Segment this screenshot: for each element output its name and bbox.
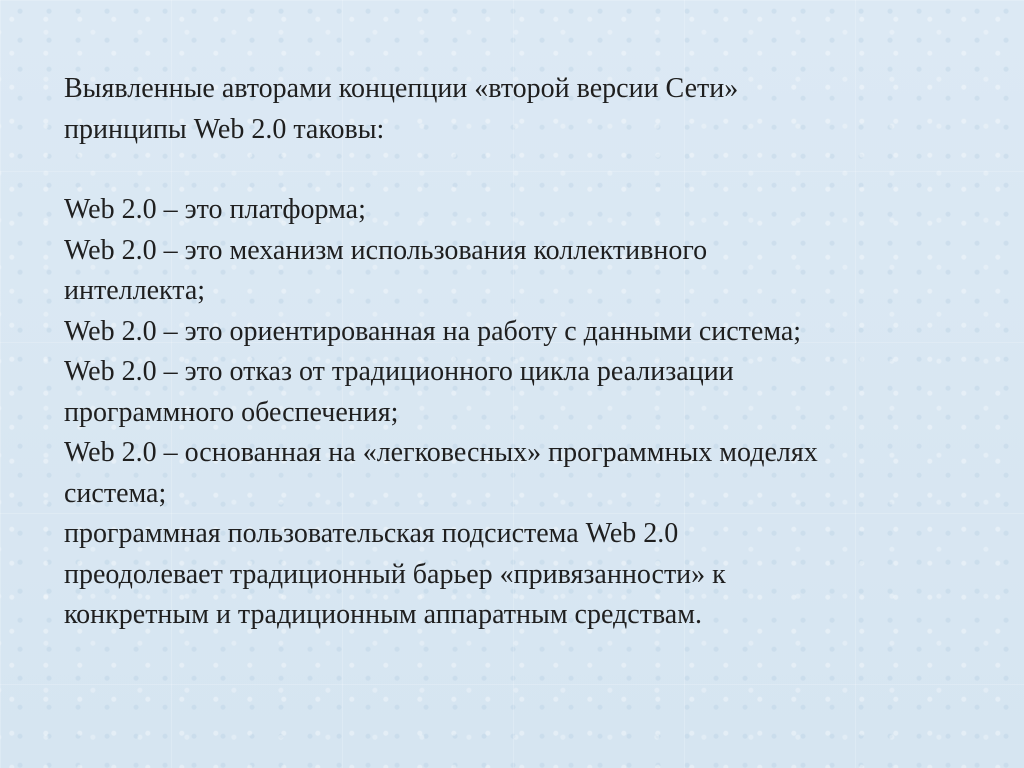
intro-paragraph [64,69,994,150]
principle-line: программного обеспечения; [64,396,399,428]
principle-line: программная пользовательская подсистема Web 2.0 [64,518,679,549]
principle-line: преодолевает традиционный барьер «привязанности» к [64,558,726,590]
intro-line: Выявленные авторами концепции «второй версии Сети» [64,73,739,104]
principle-line: Web 2.0 – это отказ от традиционного цикла реализации [64,356,734,387]
principle-line: Web 2.0 – это ориентированная на работу с данными система; [64,315,802,347]
principle-line: Web 2.0 – это платформа; [64,194,366,225]
intro-line: принципы Web 2.0 таковы: [64,113,385,145]
principle-line: конкретным и традиционным аппаратным средствам. [64,599,702,630]
principle-line: Web 2.0 – основанная на «легковесных» программных моделях [64,437,818,468]
slide-text-block [64,69,994,636]
principle-line: интеллекта; [64,275,206,306]
principle-line: Web 2.0 – это механизм использования коллективного [64,234,708,266]
principle-line: система; [64,477,167,509]
principles-list [64,190,994,636]
paragraph-gap [64,150,994,190]
